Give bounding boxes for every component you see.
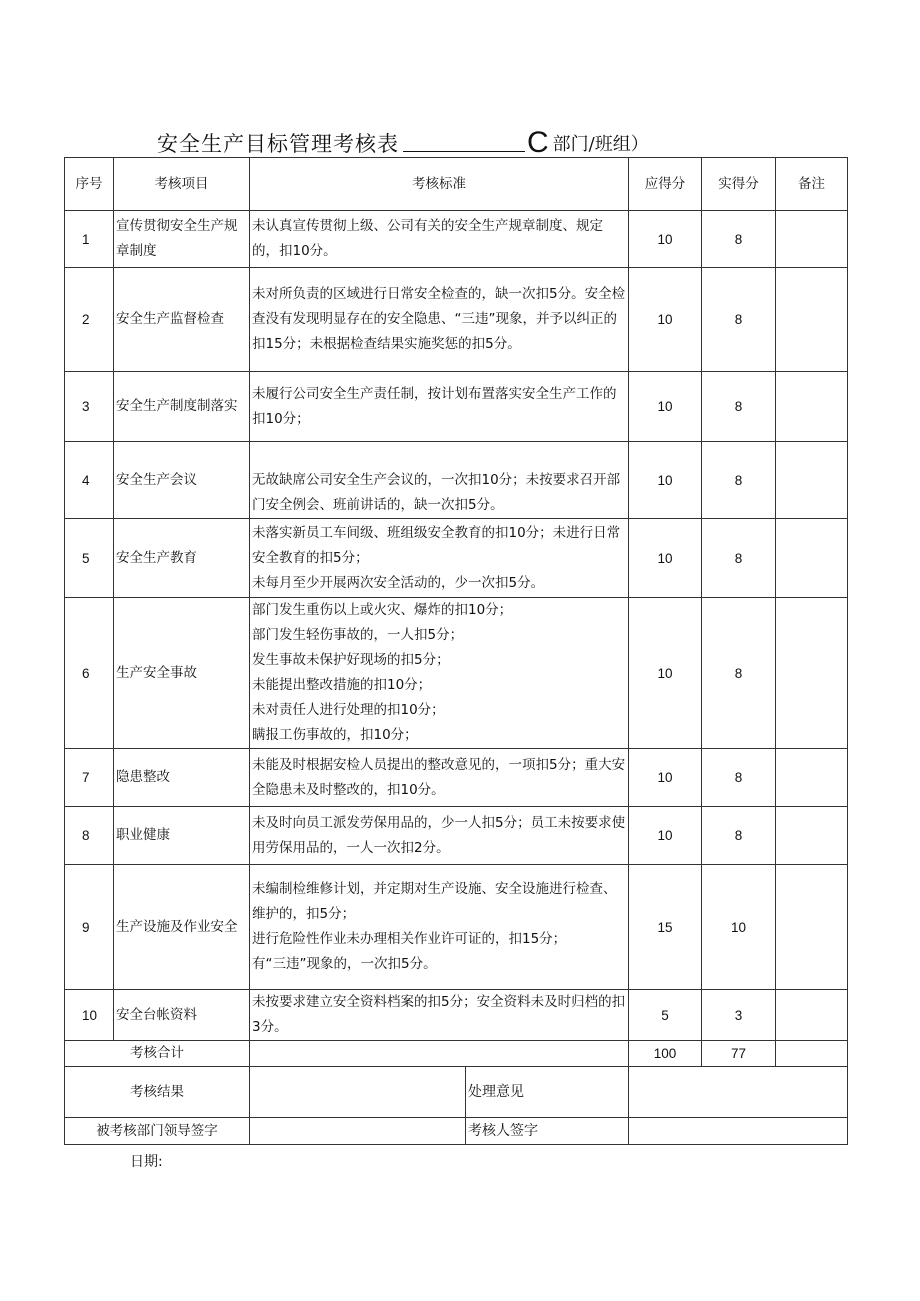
row-item: 安全生产制度制落实 [114,372,250,442]
row-criteria [250,807,629,865]
title-main: 安全生产目标管理考核表 [157,132,399,156]
assessor-signature-value [629,1118,848,1145]
row-remark [776,749,848,807]
criteria-line: 部门发生轻伤事故的，一人扣5分； [252,627,464,643]
date-label: 日期: [130,1154,163,1170]
row-should-score: 15 [629,865,702,990]
criteria-line: 有“三违”现象的，一次扣5分。 [252,956,437,972]
row-remark [776,442,848,519]
table-row [65,372,848,442]
row-criteria [250,990,629,1041]
row-criteria [250,519,629,598]
criteria-line: 未及时向员工派发劳保用品的，少一人扣5分；员工未按要求使用劳保用品的，一人一次扣2分。 [252,814,626,856]
table-row [65,865,848,990]
criteria-line: 瞒报工伤事故的，扣10分； [252,727,418,743]
row-seq: 8 [65,807,114,865]
table-row [65,598,848,749]
title-suffix: 部门/班组） [552,134,649,155]
row-actual-score: 8 [702,442,776,519]
row-seq: 7 [65,749,114,807]
result-row [65,1067,848,1118]
criteria-line: 未能提出整改措施的扣10分； [252,677,432,693]
criteria-line: 发生事故未保护好现场的扣5分； [252,652,450,668]
assessor-signature-label: 考核人签字 [468,1123,538,1139]
row-item: 安全台帐资料 [114,990,250,1041]
row-seq: 6 [65,598,114,749]
criteria-line: 未对责任人进行处理的扣10分； [252,702,445,718]
table-row [65,442,848,519]
assessment-table [64,157,848,1145]
row-remark [776,598,848,749]
criteria-line: 未对所负责的区域进行日常安全检查的，缺一次扣5分。安全检查没有发现明显存在的安全隐患、“三违”现象，并予以纠正的扣15分；未根据检查结果实施奖惩的扣5分。 [252,286,626,352]
row-criteria [250,268,629,372]
row-should-score: 10 [629,519,702,598]
header-item: 考核项目 [114,158,250,211]
row-criteria [250,598,629,749]
row-remark [776,990,848,1041]
table-row [65,268,848,372]
row-criteria [250,211,629,268]
total-actual-score: 77 [702,1041,776,1067]
leader-signature-value [250,1118,466,1144]
row-should-score: 10 [629,749,702,807]
row-item: 生产设施及作业安全 [114,865,250,990]
table-row [65,519,848,598]
row-item: 安全生产监督检查 [114,268,250,372]
row-should-score: 10 [629,268,702,372]
row-actual-score: 8 [702,807,776,865]
row-should-score: 10 [629,807,702,865]
row-remark [776,211,848,268]
result-label: 考核结果 [65,1067,250,1118]
criteria-line: 进行危险性作业未办理相关作业许可证的，扣15分； [252,931,567,947]
row-remark [776,519,848,598]
row-actual-score: 8 [702,598,776,749]
row-seq: 9 [65,865,114,990]
total-criteria [250,1041,629,1067]
row-should-score: 5 [629,990,702,1041]
row-criteria [250,749,629,807]
row-actual-score: 3 [702,990,776,1041]
row-remark [776,372,848,442]
criteria-line: 未履行公司安全生产责任制，按计划布置落实安全生产工作的扣10分； [252,385,617,427]
criteria-line: 未编制检维修计划，并定期对生产设施、安全设施进行检查、维护的，扣5分； [252,881,617,922]
criteria-line: 未认真宣传贯彻上级、公司有关的安全生产规章制度、规定的，扣10分。 [252,218,603,259]
total-remark [776,1041,848,1067]
criteria-line: 未落实新员工车间级、班组级安全教育的扣10分；未进行日常安全教育的扣5分； [252,524,621,566]
row-seq: 2 [65,268,114,372]
criteria-line: 未能及时根据安检人员提出的整改意见的，一项扣5分；重大安全隐患未及时整改的，扣10分。 [252,756,626,798]
row-remark [776,865,848,990]
row-should-score: 10 [629,442,702,519]
opinion-label: 处理意见 [468,1083,524,1100]
row-seq: 10 [65,990,114,1041]
row-actual-score: 8 [702,749,776,807]
total-should-score: 100 [629,1041,702,1067]
header-seq: 序号 [65,158,114,211]
opinion-value [629,1067,848,1118]
header-criteria: 考核标准 [250,158,629,211]
row-actual-score: 8 [702,372,776,442]
department-blank-line [403,150,525,152]
row-item: 宣传贯彻安全生产规章制度 [114,211,250,268]
table-row [65,807,848,865]
row-should-score: 10 [629,372,702,442]
row-criteria [250,442,629,519]
table-row [65,211,848,268]
header-actual-score: 实得分 [702,158,776,211]
header-remark: 备注 [776,158,848,211]
row-item: 职业健康 [114,807,250,865]
criteria-line: 无故缺席公司安全生产会议的，一次扣10分；未按要求召开部门安全例会、班前讲话的，缺一次扣5分。 [252,472,621,513]
signature-area [250,1118,629,1145]
row-item: 生产安全事故 [114,598,250,749]
row-seq: 5 [65,519,114,598]
leader-signature-label: 被考核部门领导签字 [65,1118,250,1145]
row-item: 安全生产教育 [114,519,250,598]
row-should-score: 10 [629,211,702,268]
row-seq: 1 [65,211,114,268]
row-item: 隐患整改 [114,749,250,807]
row-actual-score: 8 [702,211,776,268]
header-row [65,158,848,211]
row-criteria [250,865,629,990]
table-row [65,990,848,1041]
result-value [250,1067,466,1117]
signature-row [65,1118,848,1145]
criteria-line: 未按要求建立安全资料档案的扣5分；安全资料未及时归档的扣3分。 [252,994,626,1035]
criteria-line: 未每月至少开展两次安全活动的，少一次扣5分。 [252,574,545,591]
row-seq: 4 [65,442,114,519]
row-item: 安全生产会议 [114,442,250,519]
table-row [65,749,848,807]
row-criteria [250,372,629,442]
page-title [157,116,649,158]
row-remark [776,807,848,865]
total-row [65,1041,848,1067]
row-actual-score: 10 [702,865,776,990]
criteria-line: 部门发生重伤以上或火灾、爆炸的扣10分； [252,602,513,618]
row-remark [776,268,848,372]
title-department-letter: C [527,126,549,159]
header-should-score: 应得分 [629,158,702,211]
row-seq: 3 [65,372,114,442]
total-label: 考核合计 [65,1041,250,1067]
result-value-area [250,1067,629,1118]
row-actual-score: 8 [702,519,776,598]
row-should-score: 10 [629,598,702,749]
row-actual-score: 8 [702,268,776,372]
